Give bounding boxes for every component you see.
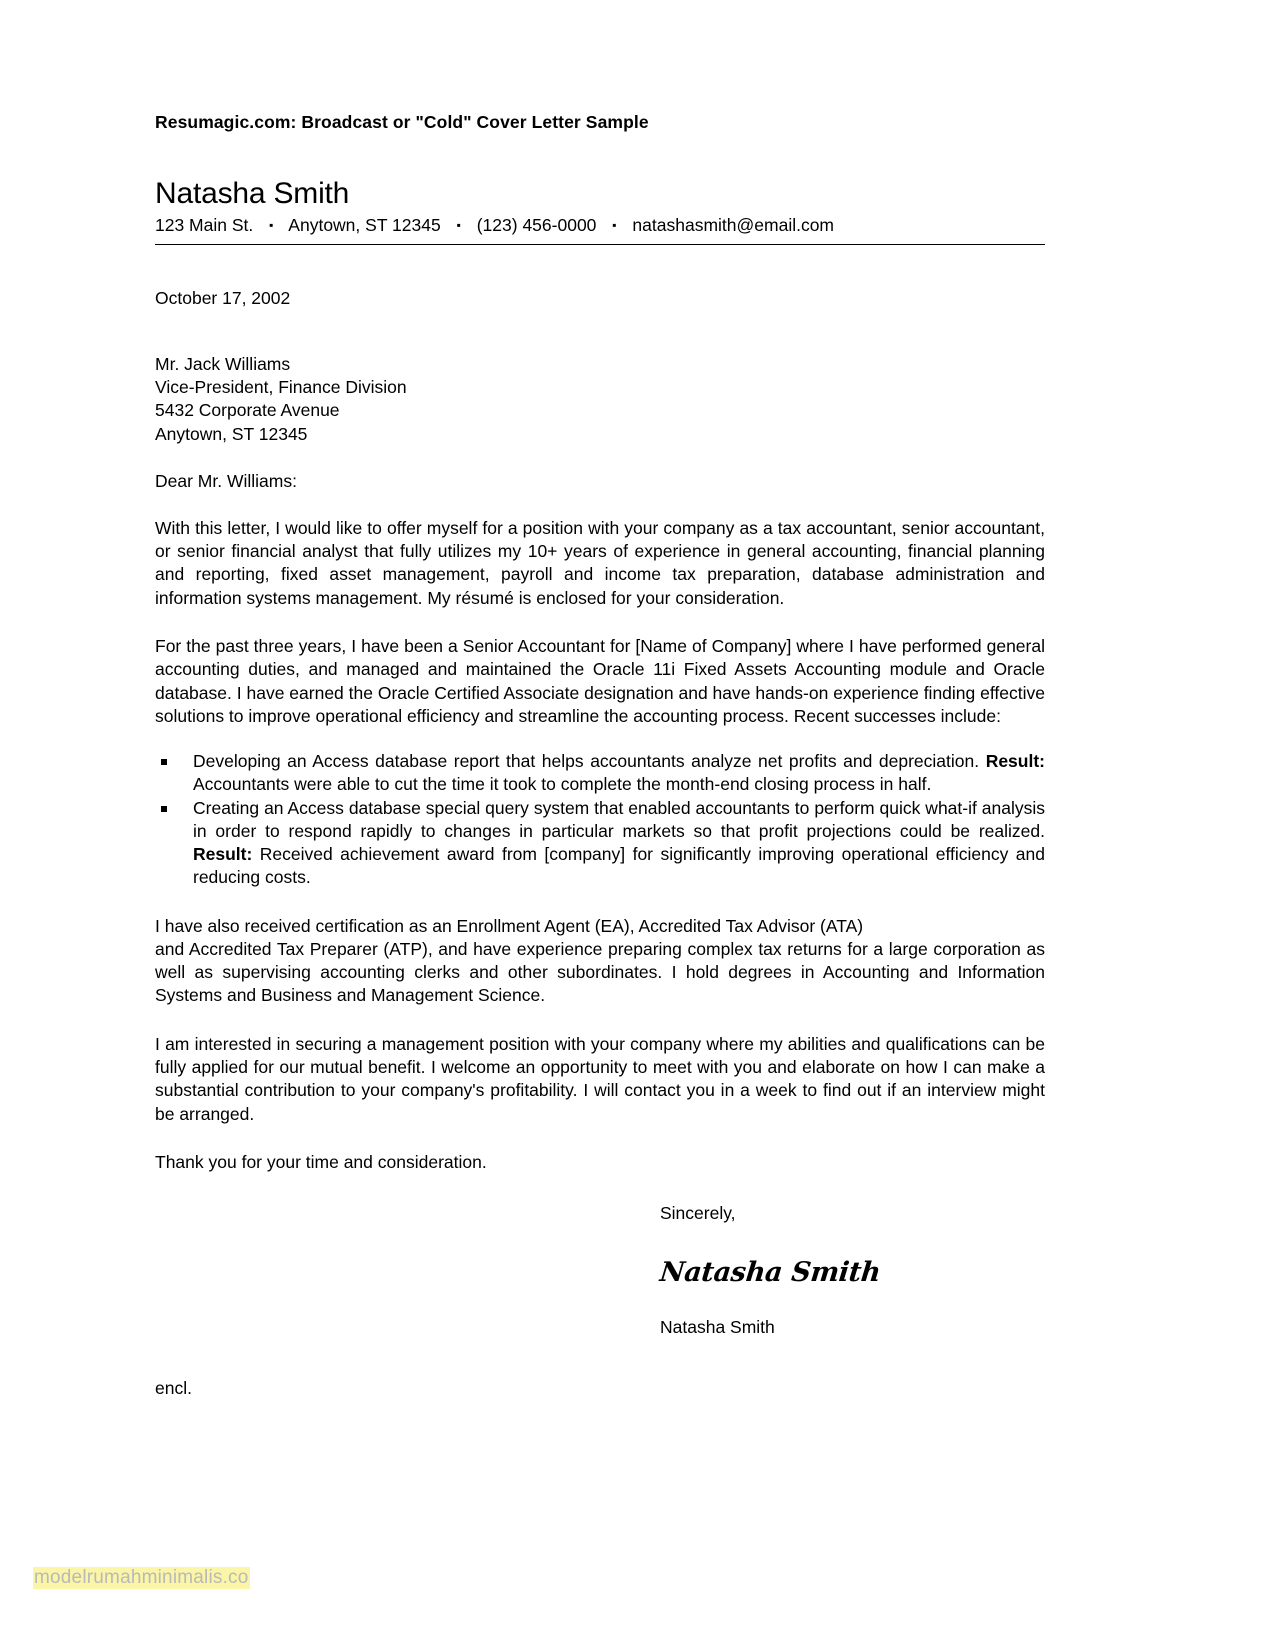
sender-city-state-zip: Anytown, ST 12345	[288, 215, 441, 235]
bullet-separator-icon: ▪	[269, 217, 274, 232]
body-paragraph-2: For the past three years, I have been a Senior Accountant for [Name of Company] where I have performed general accounting duties, and managed and maintained the Oracle 11i Fixed Assets Accounting module and Oracle database. I have earned the Oracle Certified Associate designation and have hands-on experience finding effective solutions to improve operational efficiency and streamline the accounting process. Recent successes include:	[155, 636, 1045, 726]
body-paragraph-1: With this letter, I would like to offer myself for a position with your company as a tax accountant, senior accountant, or senior financial analyst that fully utilizes my 10+ years of experience in general accounting, financial planning and reporting, fixed asset management, payroll and income tax preparation, database administration and information systems management. My résumé is enclosed for your consideration.	[155, 517, 1045, 608]
square-bullet-icon	[161, 759, 167, 765]
letter-date: October 17, 2002	[155, 287, 291, 308]
body-paragraph-3-rest: and Accredited Tax Preparer (ATP), and have experience preparing complex tax returns for a large corporation as well as supervising accounting clerks and other subordinates. I hold degrees in Accounting and Information Systems and Business and Management Science.	[155, 938, 1045, 1006]
body-paragraph-4: I am interested in securing a management position with your company where my abilities and qualifications can be fully applied for our mutual benefit. I welcome an opportunity to meet with you and elaborate on how I can make a substantial contribution to your company's profitability. I will contact you in a week to find out if an interview might be arranged.	[155, 1033, 1045, 1124]
closing-salutation: Sincerely,	[660, 1203, 736, 1224]
sender-phone: (123) 456-0000	[476, 215, 597, 235]
sender-street: 123 Main St.	[155, 215, 254, 235]
achievements-list	[155, 750, 1045, 890]
body-paragraph-3-line1: I have also received certification as an Enrollment Agent (EA), Accredited Tax Advisor (ATA)	[155, 915, 864, 936]
header-divider	[155, 244, 1045, 245]
sender-contact-line	[155, 215, 1045, 237]
bullet-result-label: Result:	[193, 844, 253, 865]
sender-email: natashasmith@email.com	[632, 215, 835, 235]
recipient-street: 5432 Corporate Avenue	[155, 400, 340, 421]
bullet-text-before: Creating an Access database special query system that enabled accountants to perform quick what-if analysis in order to respond rapidly to changes in particular markets so that profit projections could be realized.	[193, 797, 1045, 841]
recipient-address-block	[155, 353, 1045, 446]
list-item	[155, 797, 1045, 890]
letter-content	[155, 0, 1045, 1399]
body-paragraph-5: Thank you for your time and consideration.	[155, 1151, 487, 1172]
recipient-city-state-zip: Anytown, ST 12345	[155, 423, 308, 444]
bullet-text-before: Developing an Access database report that helps accountants analyze net profits and depreciation.	[193, 751, 986, 772]
enclosure-note: encl.	[155, 1378, 192, 1399]
bullet-text-after: Accountants were able to cut the time it took to complete the month-end closing process in half.	[193, 774, 932, 795]
bullet-text-after: Received achievement award from [company] for significantly improving operational efficiency and reducing costs.	[193, 844, 1045, 888]
watermark: modelrumahminimalis.co	[34, 1567, 249, 1588]
square-bullet-icon	[161, 806, 167, 812]
bullet-result-label: Result:	[985, 751, 1045, 772]
page-title: Resumagic.com: Broadcast or "Cold" Cover Letter Sample	[155, 112, 649, 132]
signature-image: Natasha Smith	[658, 1257, 883, 1289]
recipient-title: Vice-President, Finance Division	[155, 377, 407, 398]
closing-block	[155, 1203, 1045, 1338]
signed-name: Natasha Smith	[660, 1317, 775, 1338]
list-item	[155, 750, 1045, 797]
salutation: Dear Mr. Williams:	[155, 470, 297, 491]
sender-name: Natasha Smith	[155, 177, 350, 210]
recipient-name: Mr. Jack Williams	[155, 353, 291, 374]
bullet-separator-icon: ▪	[612, 217, 617, 232]
bullet-separator-icon: ▪	[456, 217, 461, 232]
